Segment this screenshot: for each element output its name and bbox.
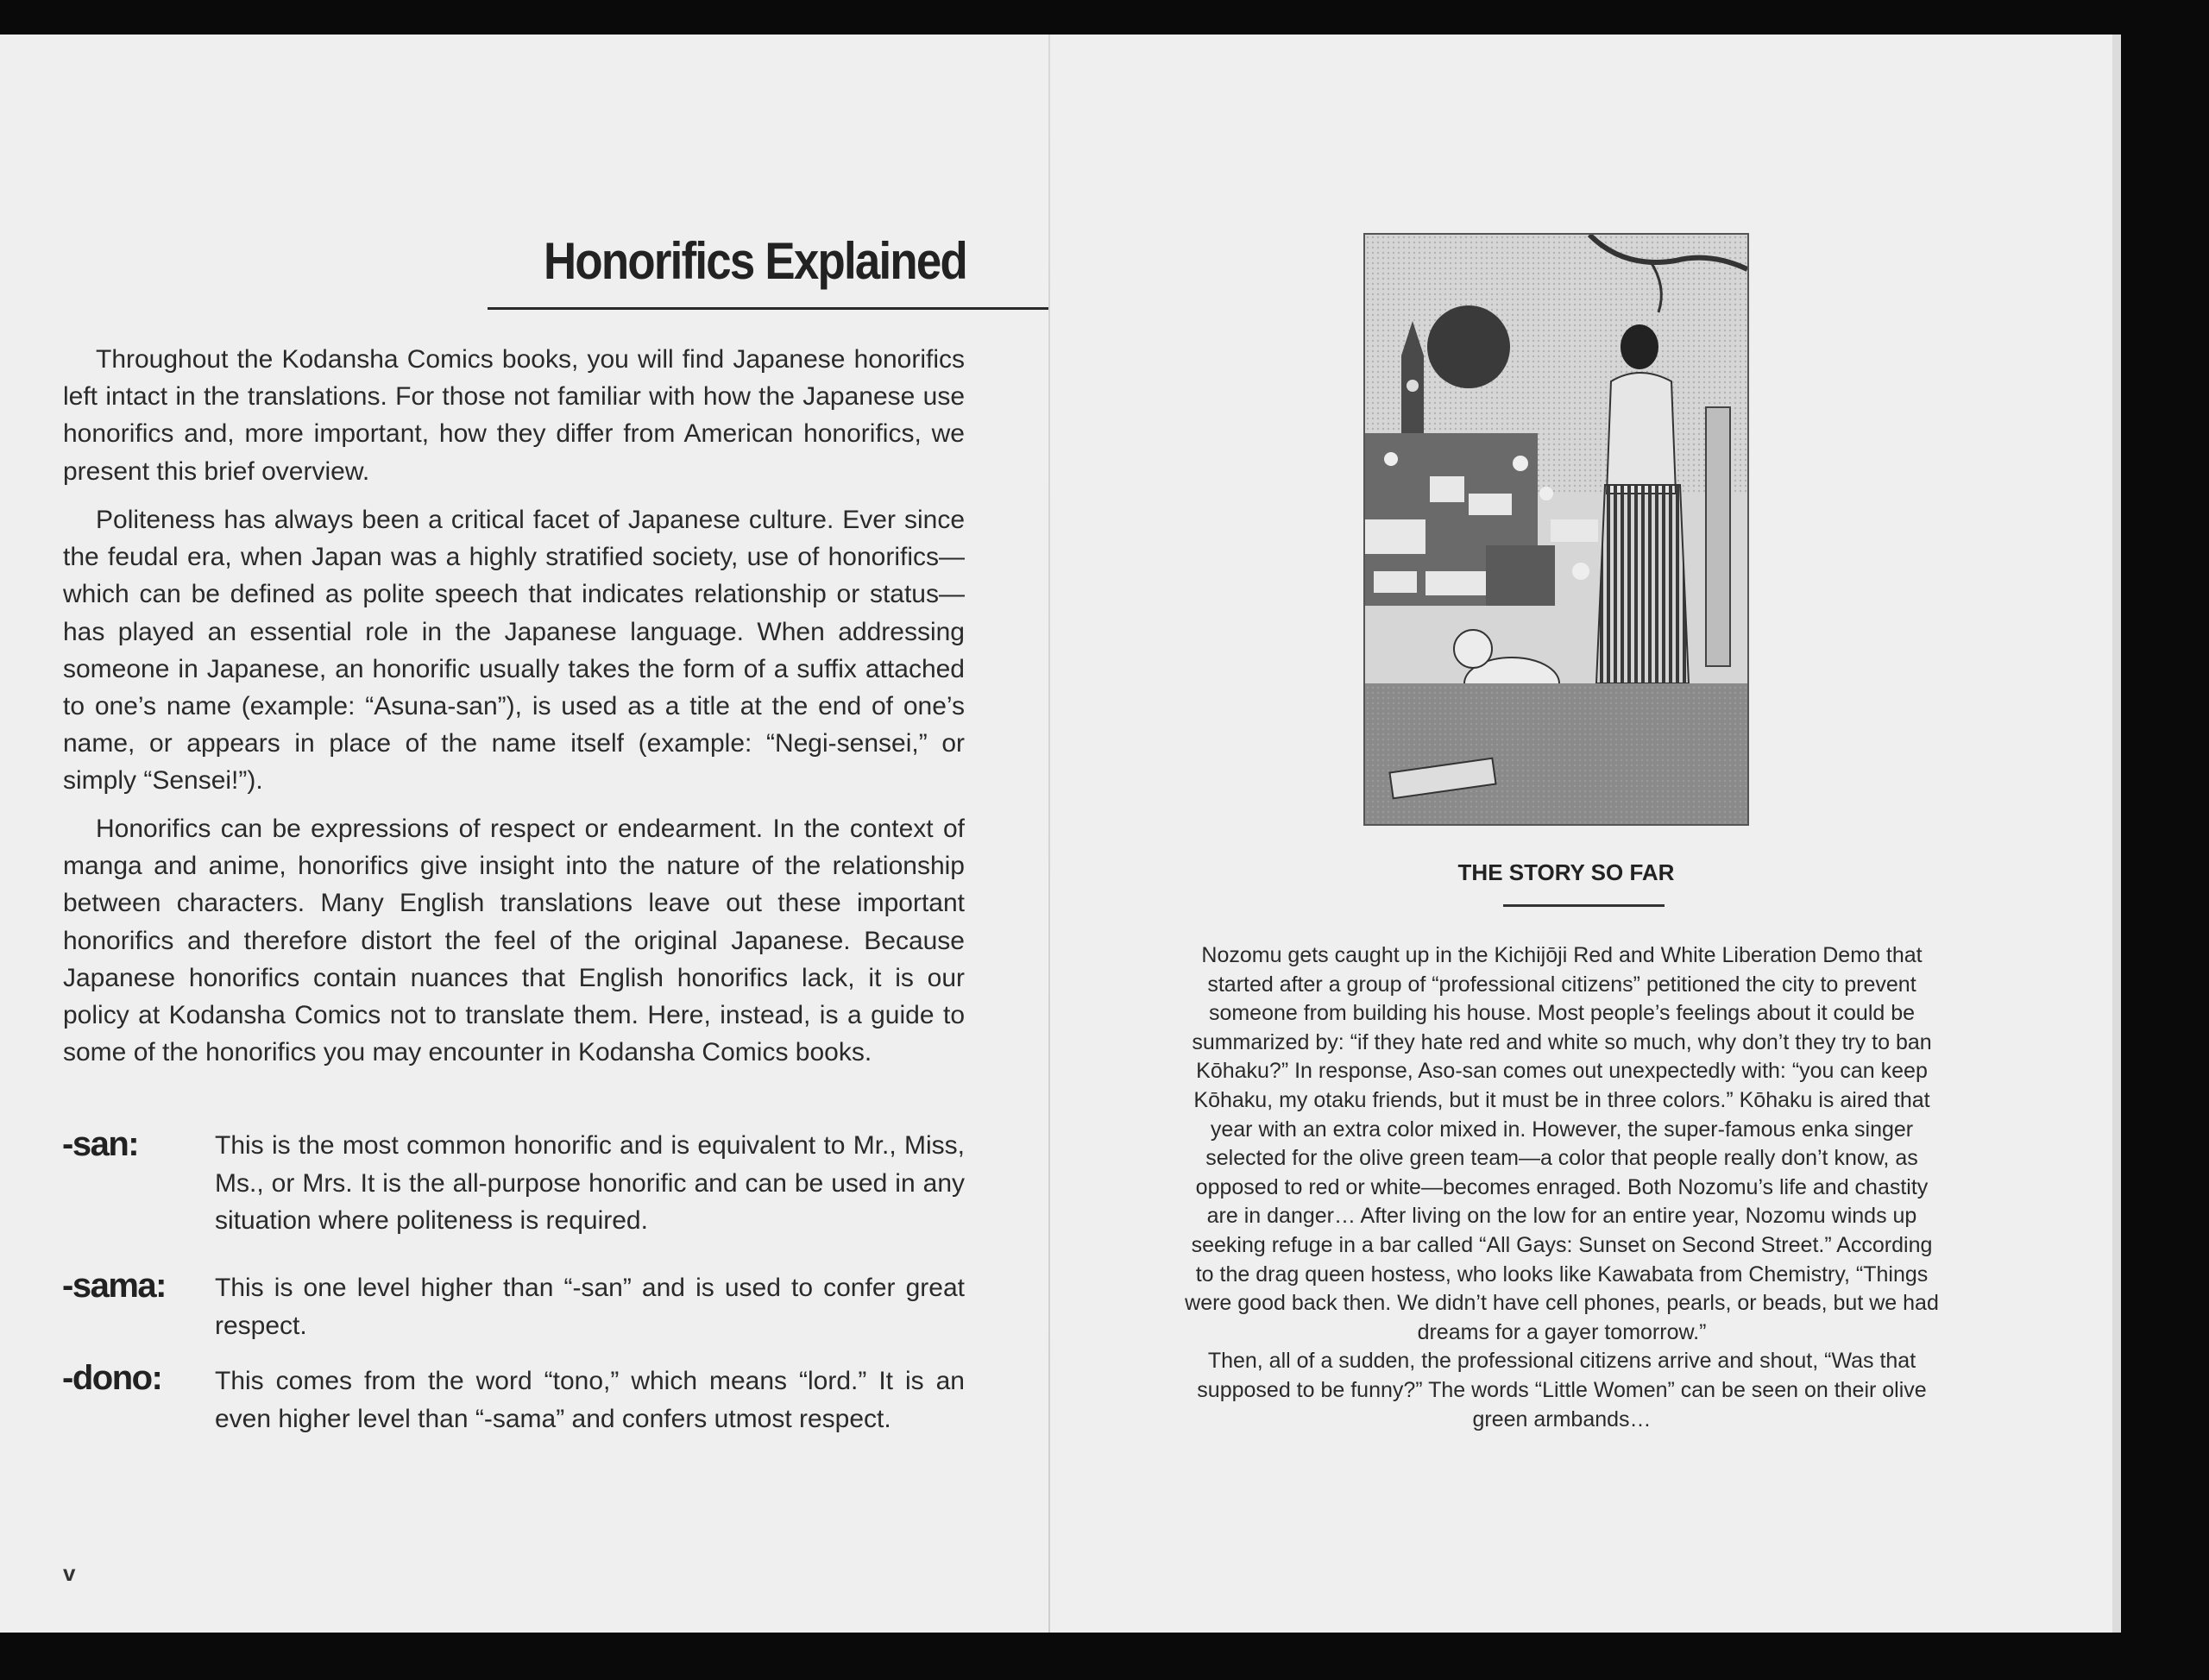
title-underline (488, 307, 1048, 310)
page-title: Honorifics Explained (544, 232, 966, 290)
honorific-term-san: -san: (62, 1125, 139, 1163)
page-number: v (63, 1560, 76, 1586)
heading-underline (1503, 904, 1665, 907)
page-edge (2112, 35, 2121, 1633)
paragraph-text: Politeness has always been a critical facet of Japanese culture. Ever since the feudal era, when Japan was a highly stratified society, use of honorifics—which can be defined as polite speech that indicates relationship or status—has played an essential role in the Japanese language. When addressing someone in Japanese, an honorific usually takes the form of a suffix attached to one’s name (example: “Asuna-san”), is used as a title at the end of one’s name, or appears in place of the name itself (example: “Negi-sensei,” or simply “Sensei!”). (63, 506, 965, 796)
honorific-term-sama: -sama: (62, 1267, 166, 1305)
manga-illustration (1363, 233, 1749, 826)
page-fold (1048, 35, 1050, 1633)
intro-paragraph-1 (63, 341, 965, 490)
illustration-art (1365, 235, 1747, 824)
intro-paragraph-2 (63, 501, 965, 800)
story-paragraph: Then, all of a sudden, the professional citizens arrive and shout, “Was that supposed to be funny?” The words “Little Women” can be seen on their olive green armbands… (1197, 1349, 1927, 1431)
honorific-term-dono: -dono: (62, 1359, 162, 1397)
story-paragraph: Nozomu gets caught up in the Kichijōji Red and White Liberation Demo that started after a group of “professional citizens” petitioned the city to prevent someone from building his house. Most people’s feelings about it could be summarized by: “if they hate red and white so much, why don’t they try to ban Kōhaku?” In response, Aso-san comes out unexpectedly with: “you can keep Kōhaku, my otaku friends, but it must be in three colors.” Kōhaku is aired that year with an extra color mixed in. However, the super-famous enka singer selected for the olive green team—a color that people really don’t know, as opposed to red or white—becomes enraged. Both Nozomu’s life and chastity are in danger… After living on the low for an entire year, Nozomu winds up seeking refuge in a bar called “All Gays: Sunset on Second Street.” According to the drag queen hostess, who looks like Kawabata from Chemistry, “Things were good back then. We didn’t have cell phones, pearls, or beads, but we had dreams for a gayer tomorrow.” (1185, 943, 1939, 1344)
paragraph-text: Honorifics can be expressions of respect or endearment. In the context of manga and anime, honorifics give insight into the nature of the relationship between characters. Many English translations leave out these important honorifics and therefore distort the feel of the original Japanese. Because Japanese honorifics contain nuances that English honorifics lack, it is our policy at Kodansha Comics not to translate them. Here, instead, is a guide to some of the honorifics you may encounter in Kodansha Comics books. (63, 815, 965, 1067)
story-heading: THE STORY SO FAR (1457, 859, 1675, 885)
intro-paragraph-3 (63, 810, 965, 1071)
honorific-desc-dono: This comes from the word “tono,” which means “lord.” It is an even higher level than “-sama” and confers utmost respect. (215, 1367, 965, 1433)
honorific-desc-san: This is the most common honorific and is equivalent to Mr., Miss, Ms., or Mrs. It is the all-purpose honorific and can be used in any situation where politeness is required. (215, 1131, 965, 1235)
story-summary (1182, 941, 1942, 1434)
paragraph-text: Throughout the Kodansha Comics books, you will find Japanese honorifics left intact in the translations. For those not familiar with how the Japanese use honorifics and, more important, how they differ from American honorifics, we present this brief overview. (63, 345, 965, 486)
book-spread (0, 35, 2119, 1633)
honorific-desc-sama: This is one level higher than “-san” and is used to confer great respect. (215, 1274, 965, 1340)
